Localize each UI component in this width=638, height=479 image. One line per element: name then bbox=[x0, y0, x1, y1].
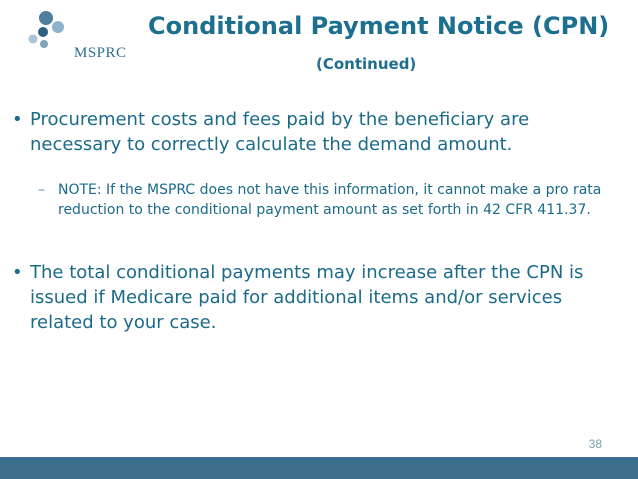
bullet-text: The total conditional payments may increase after the CPN is issued if Medicare paid for additional items and/or services related to your case. bbox=[30, 262, 584, 333]
bullet-item bbox=[12, 260, 612, 335]
footer-bar bbox=[0, 457, 638, 479]
bullet-mark: • bbox=[12, 109, 23, 130]
msprc-logo bbox=[24, 10, 134, 60]
sub-bullet-item bbox=[38, 180, 630, 220]
sub-bullet-text: NOTE: If the MSPRC does not have this information, it cannot make a pro rata reduction to the conditional payment amount as set forth in 42 CFR 411.37. bbox=[58, 182, 602, 218]
page-title: Conditional Payment Notice (CPN) bbox=[148, 12, 610, 40]
bullet-mark: • bbox=[12, 262, 23, 283]
logo-text: MSPRC bbox=[74, 45, 127, 61]
page-number: 38 bbox=[588, 437, 602, 451]
bullet-text: Procurement costs and fees paid by the beneficiary are necessary to correctly calculate the demand amount. bbox=[30, 109, 530, 155]
page-subtitle: (Continued) bbox=[316, 55, 417, 73]
bullet-item bbox=[12, 107, 612, 157]
sub-bullet-mark: – bbox=[38, 182, 45, 198]
